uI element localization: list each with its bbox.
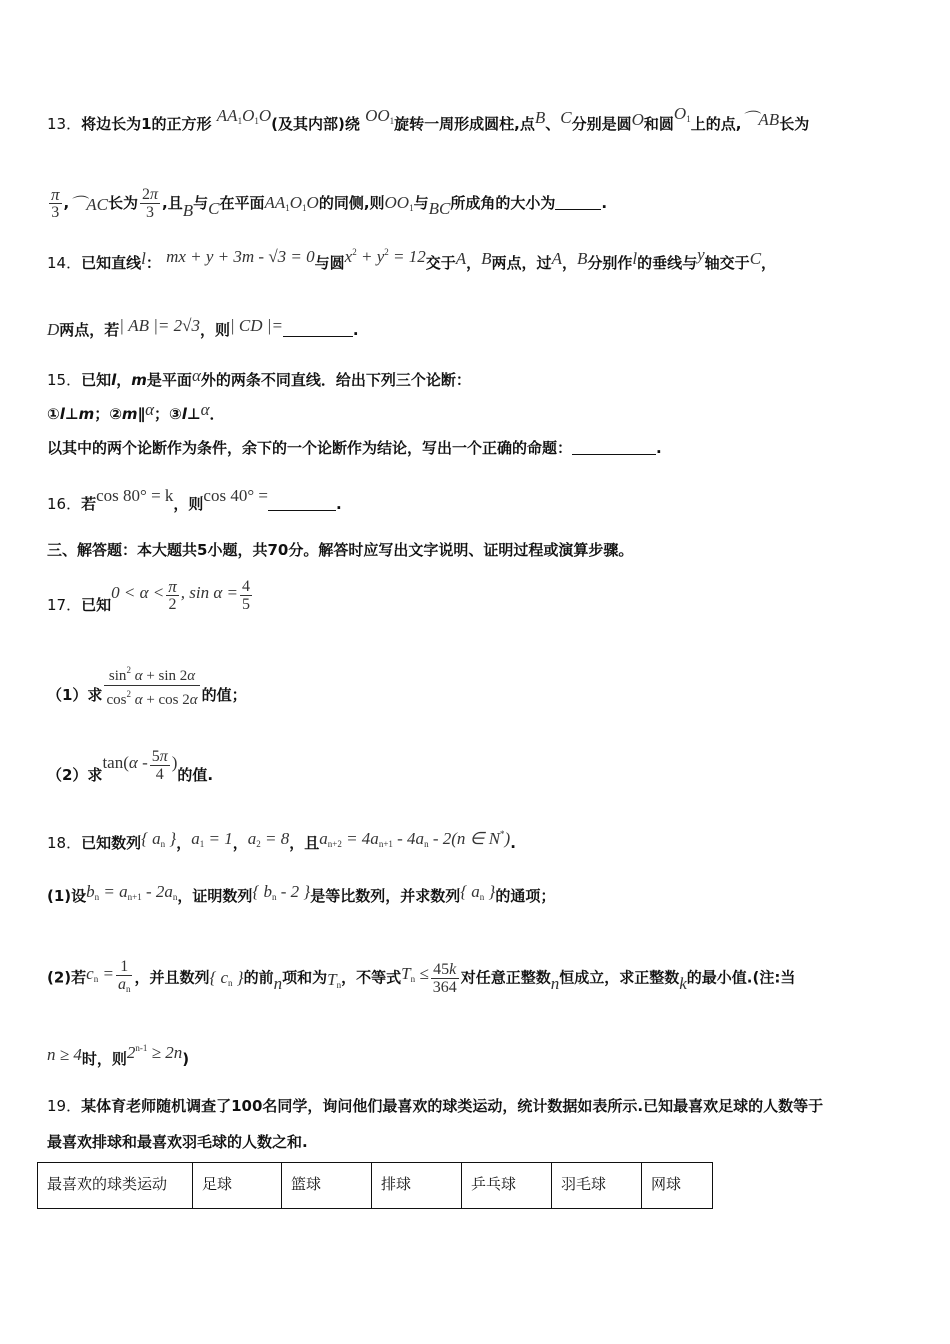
q19-line1: 19．某体育老师随机调查了100名同学，询问他们最喜欢的球类运动，统计数据如表所示.已知最喜欢足球的人数等于 (47, 1097, 824, 1115)
table-header-cell: 足球 (193, 1163, 282, 1209)
q15-conditions: ①l⊥m；②m∥α；③l⊥α． (47, 400, 225, 423)
sports-table (37, 1162, 713, 1209)
q18-part1: (1)设$b_n = a_{n+1} - 2a_n$，证明数列{ $b_n - 2$ }是等比数列，并求数列{ $a_n$ }的通项； (47, 882, 556, 905)
cos40-expression: cos 40° = (203, 486, 268, 505)
cd-length: | CD |= (229, 316, 283, 335)
answer-blank-14 (283, 336, 353, 337)
answer-blank-16 (268, 510, 336, 511)
answer-blank-13 (555, 209, 601, 210)
arc-ab: ⌒AB (741, 110, 780, 129)
q15-line1: 15．已知l，m是平面α外的两条不同直线．给出下列三个论断： (47, 366, 471, 389)
table-header-cell: 羽毛球 (552, 1163, 642, 1209)
q15-line3: 以其中的两个论断作为条件，余下的一个论断作为结论，写出一个正确的命题： . (47, 439, 662, 457)
table-header-cell: 乒乓球 (462, 1163, 552, 1209)
recurrence: $a_{n+2} = 4a_{n+1} - 4a_n - 2(n$ ∈ N*) (319, 829, 511, 849)
frac-4-5: $\frac{4}{5}$ (242, 578, 250, 613)
table-header-cell: 最喜欢的球类运动 (38, 1163, 193, 1209)
circle-equation: $x^2 + y^2 = 12$ (344, 247, 426, 266)
q17-part1: （1）求 $\frac{\sin^2 \alpha + \sin 2\alpha}{\cos^2 \alpha + \cos 2\alpha}$ 的值； (47, 672, 907, 719)
q14-line1: 14．已知直线l： mx + y + 3m - √3 = 0与圆$x^2 + y^2 = 12$交于A，B两点，过A，B分别作l的垂线与y轴交于C， (47, 245, 777, 272)
axis-label: $OO_1$ (365, 106, 395, 126)
plane-label: $AA_1O_1O$ (264, 193, 319, 213)
q13-line1: 13．将边长为1的正方形 $AA_1O_1O$(及其内部)绕 $OO_1$旋转一周形成圆柱,点B、C分别是圆O和圆$O_1$上的点,⌒AB长为 (47, 104, 810, 133)
tan-expression: tan(α - (102, 753, 148, 772)
ab-length: | AB |= 2√3 (119, 316, 200, 335)
cos80-equation: cos 80° = k (96, 486, 174, 505)
q18-part2: (2)若$c_n$ = $\frac{1}{a_n}$ ，并且数列{ $c_n$ }的前n项和为$T_n$，不等式$T_n$ ≤ $\frac{45k}{364}$ 对任意正整数n恒成立，求正整数k的最小值.(注:当 (47, 958, 796, 996)
square-label: $AA_1O_1O$ (216, 106, 272, 126)
trig-fraction: $\frac{\sin^2 \alpha + \sin 2\alpha}{\cos^2 \alpha + \cos 2\alpha}$ (104, 662, 199, 709)
frac-pi-3: $\frac{\pi}{3}$ (51, 185, 60, 221)
q16-line: 16．若cos 80° = k，则cos 40° = . (47, 486, 342, 513)
table-header-cell: 篮球 (282, 1163, 372, 1209)
table-header-cell: 网球 (642, 1163, 713, 1209)
frac-pi-2: $\frac{\pi}{2}$ (168, 577, 177, 613)
section-heading: 三、解答题：本大题共5小题，共70分。解答时应写出文字说明、证明过程或演算步骤。 (47, 541, 634, 559)
arc-ac: ⌒AC (69, 195, 108, 214)
q17-line: 17．已知0 < α < $\frac{\pi}{2}$ , sin α = $\frac{4}{5}$ (47, 577, 250, 614)
q19-line2: 最喜欢排球和最喜欢羽毛球的人数之和. (47, 1133, 308, 1151)
table-row (38, 1163, 713, 1209)
line-equation: mx + y + 3m - √3 = 0 (166, 247, 315, 266)
q18-note: n ≥ 4时，则$2^{n-1} \ge 2n$) (47, 1043, 190, 1068)
sequence-an: { $a_n$ } (141, 829, 177, 849)
q18-line1: 18．已知数列{ $a_n$ }，$a_1 = 1$，$a_2 = 8$，且$a_{n+2} = 4a_{n+1} - 4a_n - 2(n$ ∈ N*). (47, 829, 516, 852)
frac-2pi-3: $\frac{2\pi}{3}$ (141, 186, 158, 221)
q17-part2: （2）求tan(α - $\frac{5\pi}{4}$ )的值. (47, 748, 214, 784)
q13-line2: $\frac{\pi}{3}$ ,⌒AC长为 $\frac{2\pi}{3}$ ,且B与C在平面$AA_1O_1O$的同侧,则$OO_1$与BC所成角的大小为 . (51, 185, 608, 221)
table-header-cell: 排球 (372, 1163, 462, 1209)
alpha-range: 0 < α < (111, 583, 165, 602)
sin-alpha: , sin α = (180, 583, 238, 602)
answer-blank-15 (572, 454, 656, 455)
q14-line2: D两点，若| AB |= 2√3，则| CD |= . (47, 316, 359, 339)
